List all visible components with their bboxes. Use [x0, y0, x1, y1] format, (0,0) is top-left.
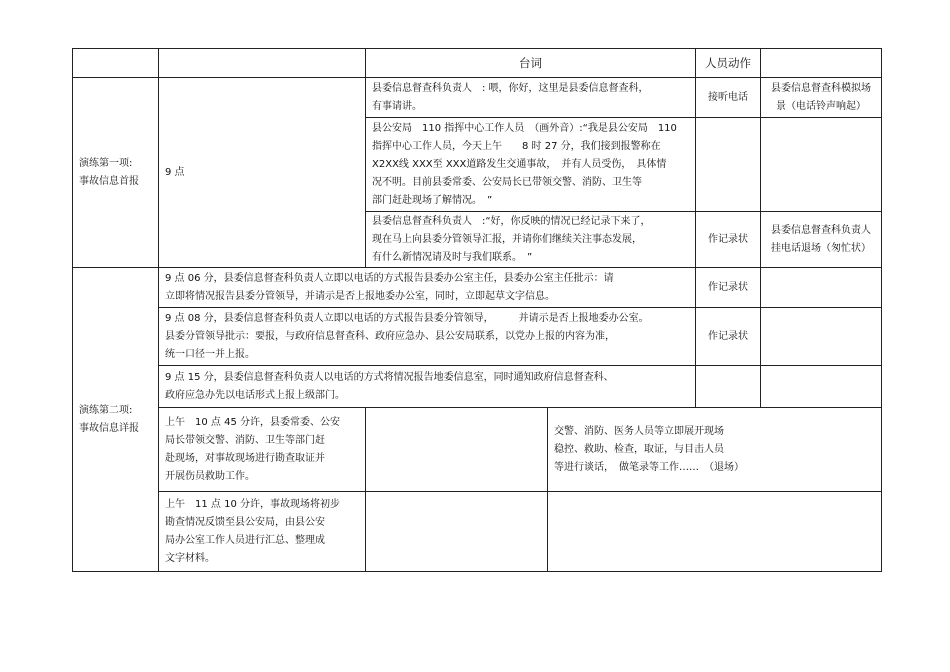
- header-empty-cell: [761, 49, 882, 78]
- section1-time: 9 点: [159, 78, 366, 268]
- header-empty-cell: [159, 49, 366, 78]
- table-row: [73, 492, 882, 572]
- table-row: [73, 268, 882, 308]
- dialogue-line: 部门赶赴现场了解情况。 ”: [372, 194, 493, 206]
- scene-line: 交警、消防、医务人员等立即展开现场: [554, 425, 724, 437]
- note-cell: [761, 78, 882, 118]
- event-line: 勘查情况反馈至县公安局，由县公安: [165, 516, 325, 528]
- note-line: 县委信息督查科负责人: [771, 224, 871, 236]
- header-dialogue: 台词: [366, 49, 696, 78]
- table-row: [73, 366, 882, 408]
- table-row: [73, 308, 882, 366]
- scene-line: 稳控、救助、检查，取证，与目击人员: [554, 443, 724, 455]
- section2-label: [73, 268, 159, 572]
- dialogue-line: 统一口径一并上报。: [165, 348, 255, 360]
- event-line: 开展伤员救助工作。: [165, 470, 255, 482]
- table-row: [73, 408, 882, 492]
- dialogue-line: 况不明。目前县委常委、公安局长已带领交警、消防、卫生等: [372, 176, 642, 188]
- header-empty-cell: [73, 49, 159, 78]
- dialogue-line: 9 点 15 分，县委信息督查科负责人以电话的方式将情况报告地委信息室，同时通知政府信息督查科、: [165, 371, 614, 383]
- note-line: 挂电话退场（匆忙状）: [771, 242, 871, 254]
- header-action: 人员动作: [696, 49, 761, 78]
- dialogue-line: 有事请讲。: [372, 100, 422, 112]
- dialogue-line: 县委信息督查科负责人 : 喂，你好，这里是县委信息督查科，: [372, 82, 649, 94]
- scene-action-cell: [548, 408, 882, 492]
- dialogue-cell: [366, 118, 696, 212]
- event-line: 局长带领交警、消防、卫生等部门赶: [165, 434, 325, 446]
- dialogue-cell: [159, 308, 696, 366]
- scene-action-cell: [548, 492, 882, 572]
- note-cell: [761, 308, 882, 366]
- dialogue-cell: [159, 366, 696, 408]
- action-cell: 作记录状: [696, 268, 761, 308]
- action-cell: 作记录状: [696, 212, 761, 268]
- empty-cell: [366, 492, 548, 572]
- dialogue-line: 9 点 08 分，县委信息督查科负责人立即以电话的方式报告县委分管领导， 并请示是否上报地委办公室。: [165, 312, 649, 324]
- section-label-line: 演练第一项:: [79, 157, 133, 169]
- dialogue-line: X2XX线 XXX至 XXX道路发生交通事故， 并有人员受伤， 具体情: [372, 158, 667, 170]
- note-cell: [761, 268, 882, 308]
- section1-label: [73, 78, 159, 268]
- note-cell: [761, 118, 882, 212]
- note-line: 县委信息督查科模拟场: [771, 82, 871, 94]
- section-label-line: 演练第二项:: [79, 404, 133, 416]
- note-cell: [761, 366, 882, 408]
- dialogue-line: 县公安局 110 指挥中心工作人员 （画外音）:“我是县公安局 110: [372, 122, 677, 134]
- dialogue-line: 政府应急办先以电话形式上报上级部门。: [165, 389, 345, 401]
- table-header-row: [73, 49, 882, 78]
- event-line: 局办公室工作人员进行汇总、整理成: [165, 534, 325, 546]
- note-line: 景（电话铃声响起）: [776, 100, 866, 112]
- note-cell: [761, 212, 882, 268]
- document-page: [72, 48, 881, 572]
- event-line: 赴现场，对事故现场进行勘查取证并: [165, 452, 325, 464]
- dialogue-line: 立即将情况报告县委分管领导，并请示是否上报地委办公室，同时，立即起草文字信息。: [165, 290, 555, 302]
- drill-script-table: [72, 48, 882, 572]
- dialogue-cell: [366, 78, 696, 118]
- dialogue-line: 县委分管领导批示：要报，与政府信息督查科、政府应急办、县公安局联系，以党办上报的内容为准，: [165, 330, 615, 342]
- empty-cell: [366, 408, 548, 492]
- event-line: 上午 11 点 10 分许，事故现场将初步: [165, 498, 340, 510]
- dialogue-line: 现在马上向县委分管领导汇报，并请你们继续关注事态发展，: [372, 233, 642, 245]
- dialogue-cell: [159, 268, 696, 308]
- action-cell: 接听电话: [696, 78, 761, 118]
- dialogue-line: 指挥中心工作人员，今天上午 8 时 27 分，我们接到报警称在: [372, 140, 661, 152]
- table-row: [73, 78, 882, 118]
- action-cell: 作记录状: [696, 308, 761, 366]
- dialogue-line: 县委信息督查科负责人 :“好，你反映的情况已经记录下来了，: [372, 215, 651, 227]
- section-label-line: 事故信息首报: [79, 175, 139, 187]
- dialogue-cell: [366, 212, 696, 268]
- event-cell: [159, 492, 366, 572]
- event-cell: [159, 408, 366, 492]
- action-cell: [696, 366, 761, 408]
- scene-line: 等进行谈话， 做笔录等工作…… （退场）: [554, 461, 744, 473]
- section-label-line: 事故信息详报: [79, 422, 139, 434]
- event-line: 文字材料。: [165, 552, 215, 564]
- dialogue-line: 9 点 06 分，县委信息督查科负责人立即以电话的方式报告县委办公室主任，县委办公室主任批示：请: [165, 272, 614, 284]
- dialogue-line: 有什么新情况请及时与我们联系。 ”: [372, 251, 533, 263]
- action-cell: [696, 118, 761, 212]
- event-line: 上午 10 点 45 分许，县委常委、公安: [165, 416, 340, 428]
